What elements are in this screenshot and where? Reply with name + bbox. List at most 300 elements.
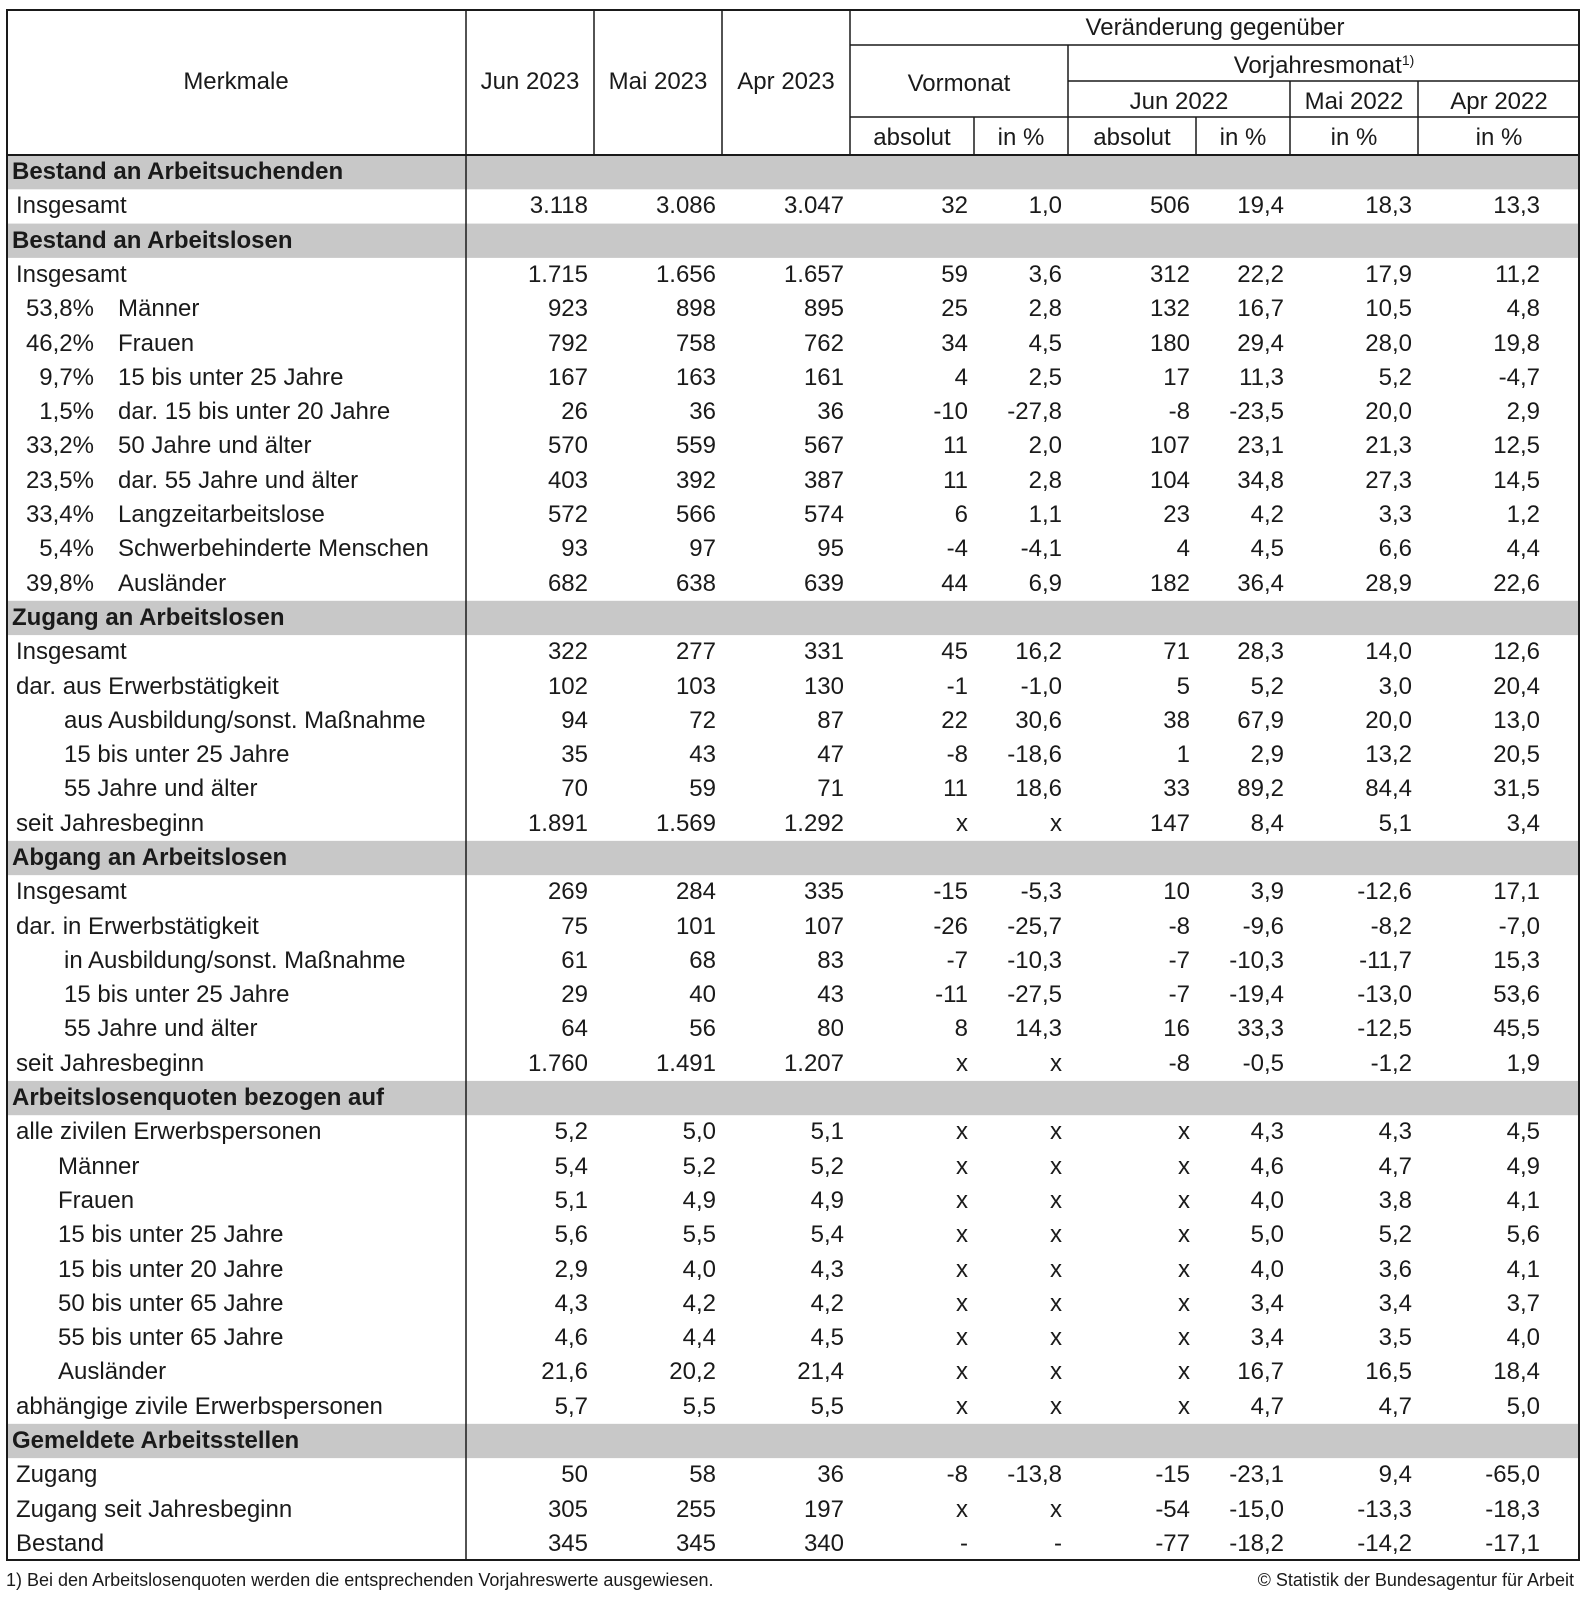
table-cell: 4,1 (1506, 1255, 1540, 1283)
table-cell: 11 (943, 432, 968, 460)
table-cell: 5,6 (1506, 1221, 1540, 1249)
table-cell: 33,3 (1237, 1015, 1284, 1043)
row-label: seit Jahresbeginn (16, 809, 205, 837)
table-cell: 23 (1163, 501, 1190, 529)
table-cell: 80 (817, 1015, 844, 1043)
footnote-marker: 1) (1401, 52, 1415, 68)
share-percent: 39,8% (25, 569, 94, 597)
table-cell: 12,5 (1493, 432, 1540, 460)
table-cell: 59 (689, 775, 716, 803)
table-cell: -4,7 (1498, 363, 1540, 391)
table-cell: x (1050, 809, 1062, 837)
row-label: 50 Jahre und älter (118, 432, 312, 460)
table-cell: - (1054, 1529, 1062, 1557)
table-cell: 6,6 (1378, 535, 1412, 563)
table-cell: 19,8 (1493, 329, 1540, 357)
sub-header: in % (1219, 124, 1267, 151)
table-cell: 3,4 (1378, 1289, 1412, 1317)
table-cell: 5,0 (1506, 1392, 1540, 1420)
table-cell: 4,6 (1250, 1152, 1284, 1180)
table-cell: 147 (1149, 809, 1190, 837)
table-cell: 20,0 (1365, 398, 1412, 426)
table-cell: -8 (946, 1461, 968, 1489)
table-cell: 19,4 (1237, 192, 1284, 220)
row-label: Zugang seit Jahresbeginn (16, 1495, 293, 1523)
row-label: Insgesamt (16, 638, 127, 666)
table-cell: 5,2 (1250, 672, 1284, 700)
table-cell: 4,0 (682, 1255, 716, 1283)
table-cell: 3,7 (1506, 1289, 1540, 1317)
table-cell: 14,0 (1365, 638, 1412, 666)
table-cell: 3.047 (783, 192, 844, 220)
table-cell: 53,6 (1493, 981, 1540, 1009)
table-cell: x (956, 1289, 968, 1317)
table-cell: 163 (675, 363, 716, 391)
table-cell: 2,9 (1506, 398, 1540, 426)
table-cell: -12,6 (1357, 878, 1412, 906)
share-percent: 5,4% (39, 535, 94, 563)
table-cell: 3,9 (1250, 878, 1284, 906)
table-cell: x (956, 1392, 968, 1420)
sub-header: in % (1475, 124, 1523, 151)
table-cell: 4,3 (810, 1255, 844, 1283)
table-cell: -18,2 (1229, 1529, 1284, 1557)
table-cell: 45 (941, 638, 968, 666)
table-cell: x (1178, 1392, 1190, 1420)
row-label: 55 Jahre und älter (64, 775, 258, 803)
table-cell: 132 (1149, 295, 1190, 323)
table-cell: 898 (675, 295, 716, 323)
table-cell: 21,4 (797, 1358, 844, 1386)
table-cell: -54 (1155, 1495, 1190, 1523)
share-percent: 23,5% (25, 466, 94, 494)
change-header: Veränderung gegenüber (1085, 14, 1345, 41)
table-cell: 1.569 (655, 809, 716, 837)
table-cell: -19,4 (1229, 981, 1284, 1009)
table-cell: -13,0 (1357, 981, 1412, 1009)
table-cell: 4,9 (810, 1186, 844, 1214)
table-cell: 16,5 (1365, 1358, 1412, 1386)
table-cell: 18,3 (1365, 192, 1412, 220)
table-cell: 5,0 (682, 1118, 716, 1146)
table-cell: 5,5 (682, 1392, 716, 1420)
share-percent: 9,7% (39, 363, 94, 391)
table-cell: 104 (1149, 466, 1190, 494)
table-cell: 70 (561, 775, 588, 803)
table-cell: x (1178, 1221, 1190, 1249)
share-percent: 46,2% (25, 329, 94, 357)
table-cell: -7 (946, 946, 968, 974)
table-cell: 1,0 (1028, 192, 1062, 220)
row-label: abhängige zivile Erwerbspersonen (16, 1392, 383, 1420)
row-label: seit Jahresbeginn (16, 1049, 205, 1077)
table-cell: 5,5 (810, 1392, 844, 1420)
table-cell: x (1178, 1152, 1190, 1180)
table-cell: 64 (561, 1015, 588, 1043)
table-cell: 16 (1163, 1015, 1190, 1043)
table-cell: x (1178, 1289, 1190, 1317)
table-cell: 36 (689, 398, 716, 426)
table-cell: 28,0 (1365, 329, 1412, 357)
vormonat-header: Vormonat (907, 70, 1011, 97)
table-cell: -8 (1168, 912, 1190, 940)
table-cell: 5,7 (554, 1392, 588, 1420)
table-cell: x (1050, 1324, 1062, 1352)
table-cell: -11 (935, 981, 968, 1009)
table-cell: 1.207 (783, 1049, 844, 1077)
table-cell: 4,2 (682, 1289, 716, 1317)
vj-month-header: Apr 2022 (1450, 88, 1548, 115)
table-cell: -8 (1168, 398, 1190, 426)
table-cell: 1,1 (1028, 501, 1062, 529)
section-title: Abgang an Arbeitslosen (12, 844, 288, 871)
table-cell: 312 (1149, 261, 1190, 289)
table-cell: 4,8 (1506, 295, 1540, 323)
row-label: Ausländer (118, 569, 227, 597)
row-label: 55 Jahre und älter (64, 1015, 258, 1043)
table-cell: 29 (561, 981, 588, 1009)
table-cell: 2,5 (1028, 363, 1062, 391)
table-cell: 130 (803, 672, 844, 700)
table-cell: 87 (817, 706, 844, 734)
table-cell: 895 (803, 295, 844, 323)
row-label: Bestand (16, 1529, 105, 1557)
table-cell: 4,2 (810, 1289, 844, 1317)
table-cell: 43 (689, 741, 716, 769)
table-cell: 506 (1149, 192, 1190, 220)
row-label: Insgesamt (16, 192, 127, 220)
table-cell: 40 (689, 981, 716, 1009)
table-cell: x (1178, 1118, 1190, 1146)
table-cell: -9,6 (1242, 912, 1284, 940)
table-cell: 75 (561, 912, 588, 940)
table-cell: 1.292 (783, 809, 844, 837)
table-cell: 4,3 (554, 1289, 588, 1317)
row-label: dar. in Erwerbstätigkeit (16, 912, 259, 940)
table-cell: 792 (547, 329, 588, 357)
table-cell: x (1050, 1186, 1062, 1214)
table-cell: -18,6 (1007, 741, 1062, 769)
table-cell: -26 (933, 912, 968, 940)
statistics-table (6, 9, 1580, 1561)
sub-header: in % (997, 124, 1045, 151)
table-cell: 3,0 (1378, 672, 1412, 700)
vj-month-header: Jun 2022 (1129, 88, 1229, 115)
table-cell: 4,4 (682, 1324, 716, 1352)
table-cell: 22,2 (1237, 261, 1284, 289)
table-cell: 3,8 (1378, 1186, 1412, 1214)
table-cell: x (956, 1152, 968, 1180)
table-cell: 3,5 (1378, 1324, 1412, 1352)
table-cell: x (1178, 1324, 1190, 1352)
table-cell: 5,5 (682, 1221, 716, 1249)
share-percent: 33,2% (25, 432, 94, 460)
table-cell: 682 (547, 569, 588, 597)
table-cell: 47 (817, 741, 844, 769)
table-cell: -77 (1155, 1529, 1190, 1557)
table-cell: 1.891 (527, 809, 588, 837)
table-cell: 2,0 (1028, 432, 1062, 460)
table-cell: -5,3 (1020, 878, 1062, 906)
section-title: Bestand an Arbeitslosen (12, 226, 293, 254)
table-cell: 4,2 (1250, 501, 1284, 529)
table-cell: 23,1 (1237, 432, 1284, 460)
vj-month-header: Mai 2022 (1304, 88, 1404, 115)
table-cell: -27,5 (1007, 981, 1062, 1009)
row-label: Frauen (58, 1186, 135, 1214)
table-cell: 20,4 (1493, 672, 1540, 700)
table-cell: 16,2 (1015, 638, 1062, 666)
table-cell: 284 (675, 878, 716, 906)
table-cell: 20,2 (669, 1358, 716, 1386)
table-cell: 5,4 (554, 1152, 588, 1180)
row-label: Frauen (118, 329, 195, 357)
table-cell: 4,3 (1250, 1118, 1284, 1146)
table-cell: 14,5 (1493, 466, 1540, 494)
share-percent: 1,5% (39, 398, 94, 426)
vorjahresmonat-header (1068, 49, 1580, 83)
row-label: Schwerbehinderte Menschen (118, 535, 429, 563)
table-cell: 1.491 (655, 1049, 716, 1077)
table-cell: 43 (817, 981, 844, 1009)
table-cell: 566 (675, 501, 716, 529)
row-label: 15 bis unter 25 Jahre (118, 363, 344, 391)
table-cell: -27,8 (1007, 398, 1062, 426)
table-cell: 32 (941, 192, 968, 220)
table-cell: 6,9 (1028, 569, 1062, 597)
table-cell: -8 (1168, 1049, 1190, 1077)
table-cell: 68 (689, 946, 716, 974)
table-cell: 2,9 (554, 1255, 588, 1283)
table-cell: 21,6 (541, 1358, 588, 1386)
table-cell: 34,8 (1237, 466, 1284, 494)
table-cell: 72 (689, 706, 716, 734)
table-cell: 20,0 (1365, 706, 1412, 734)
row-label: Zugang (16, 1461, 98, 1489)
table-cell: 71 (817, 775, 844, 803)
table-cell: -4,1 (1020, 535, 1062, 563)
row-label: alle zivilen Erwerbspersonen (16, 1118, 322, 1146)
row-label: Männer (58, 1152, 140, 1180)
table-cell: 161 (803, 363, 844, 391)
row-label: 50 bis unter 65 Jahre (58, 1289, 284, 1317)
table-cell: -7 (1168, 981, 1190, 1009)
table-cell: x (1050, 1152, 1062, 1180)
table-cell: 3.118 (529, 192, 588, 220)
table-cell: 762 (803, 329, 844, 357)
table-cell: 101 (675, 912, 716, 940)
table-cell: 14,3 (1015, 1015, 1062, 1043)
table-cell: x (956, 1495, 968, 1523)
table-cell: 1 (1176, 741, 1190, 769)
table-cell: 36 (817, 398, 844, 426)
table-cell: -15 (933, 878, 968, 906)
row-label: 15 bis unter 25 Jahre (58, 1221, 284, 1249)
table-cell: 107 (803, 912, 844, 940)
row-label: dar. 55 Jahre und älter (118, 466, 359, 494)
table-cell: 11 (943, 466, 968, 494)
table-cell: 4,7 (1250, 1392, 1284, 1420)
table-cell: 26 (561, 398, 588, 426)
table-cell: 1.656 (655, 261, 716, 289)
table-cell: x (956, 809, 968, 837)
table-cell: -65,0 (1485, 1461, 1540, 1489)
table-cell: 5,2 (682, 1152, 716, 1180)
table-cell: 3,6 (1028, 261, 1062, 289)
table-cell: 567 (803, 432, 844, 460)
table-cell: 4,5 (810, 1324, 844, 1352)
table-cell: 3,3 (1378, 501, 1412, 529)
table-cell: -10,3 (1007, 946, 1062, 974)
table-cell: 180 (1149, 329, 1190, 357)
table-cell: -10 (933, 398, 968, 426)
table-cell: 11,2 (1495, 261, 1540, 289)
row-label: 15 bis unter 20 Jahre (58, 1255, 284, 1283)
table-cell: 923 (547, 295, 588, 323)
table-cell: 255 (675, 1495, 716, 1523)
table-cell: 5,2 (810, 1152, 844, 1180)
table-cell: 5,0 (1250, 1221, 1284, 1249)
month-header: Mai 2023 (608, 68, 708, 95)
table-cell: 4,7 (1378, 1392, 1412, 1420)
table-cell: 345 (547, 1529, 588, 1557)
table-cell: 570 (547, 432, 588, 460)
table-cell: -0,5 (1242, 1049, 1284, 1077)
table-cell: 4,9 (682, 1186, 716, 1214)
table-cell: 574 (803, 501, 844, 529)
table-cell: 392 (675, 466, 716, 494)
table-cell: 3.086 (655, 192, 716, 220)
row-label: Insgesamt (16, 878, 127, 906)
row-label: aus Ausbildung/sonst. Maßnahme (64, 706, 426, 734)
merkmale-header: Merkmale (183, 68, 289, 95)
share-percent: 33,4% (25, 501, 94, 529)
table-cell: x (956, 1358, 968, 1386)
table-cell: 8,4 (1250, 809, 1284, 837)
table-cell: 4,4 (1506, 535, 1540, 563)
row-label: 15 bis unter 25 Jahre (64, 741, 290, 769)
table-cell: 4 (954, 363, 968, 391)
table-cell: 387 (803, 466, 844, 494)
table-cell: 572 (547, 501, 588, 529)
row-label: Ausländer (58, 1358, 167, 1386)
table-cell: 71 (1163, 638, 1190, 666)
table-cell: 84,4 (1365, 775, 1412, 803)
table-cell: -1,2 (1370, 1049, 1412, 1077)
table-cell: x (1178, 1255, 1190, 1283)
table-cell: 4,1 (1506, 1186, 1540, 1214)
table-cell: 2,8 (1028, 295, 1062, 323)
table-cell: x (1050, 1495, 1062, 1523)
table-cell: 2,8 (1028, 466, 1062, 494)
sub-header: in % (1330, 124, 1378, 151)
table-cell: 59 (941, 261, 968, 289)
table-cell: 1,2 (1506, 501, 1540, 529)
table-cell: x (956, 1221, 968, 1249)
table-cell: 638 (675, 569, 716, 597)
table-cell: -15 (1155, 1461, 1190, 1489)
table-cell: -8 (946, 741, 968, 769)
table-cell: -25,7 (1007, 912, 1062, 940)
table-cell: 18,6 (1015, 775, 1062, 803)
table-cell: 28,3 (1237, 638, 1284, 666)
table-cell: 58 (689, 1461, 716, 1489)
table-cell: 182 (1149, 569, 1190, 597)
table-cell: x (1050, 1118, 1062, 1146)
row-label: dar. aus Erwerbstätigkeit (16, 672, 279, 700)
table-cell: 45,5 (1493, 1015, 1540, 1043)
table-cell: 8 (954, 1015, 968, 1043)
table-cell: 67,9 (1237, 706, 1284, 734)
row-label: 55 bis unter 65 Jahre (58, 1324, 284, 1352)
table-cell: 20,5 (1493, 741, 1540, 769)
table-cell: 2,9 (1250, 741, 1284, 769)
table-cell: 94 (561, 706, 588, 734)
table-cell: 97 (689, 535, 716, 563)
table-cell: -11,7 (1359, 946, 1412, 974)
section-title: Zugang an Arbeitslosen (12, 603, 285, 631)
table-cell: 6 (954, 501, 968, 529)
row-label: Insgesamt (16, 261, 127, 289)
table-cell: x (1050, 1221, 1062, 1249)
table-cell: 89,2 (1237, 775, 1284, 803)
table-cell: 3,4 (1250, 1324, 1284, 1352)
footnote: 1) Bei den Arbeitslosenquoten werden die entsprechenden Vorjahreswerte ausgewiesen. (6, 1570, 714, 1590)
table-cell: 34 (941, 329, 968, 357)
table-cell: 13,3 (1493, 192, 1540, 220)
table-cell: 21,3 (1365, 432, 1412, 460)
sub-header: absolut (873, 124, 951, 151)
table-cell: -10,3 (1229, 946, 1284, 974)
table-cell: -7 (1168, 946, 1190, 974)
source-credit: © Statistik der Bundesagentur für Arbeit (1257, 1570, 1574, 1590)
table-cell: 322 (547, 638, 588, 666)
table-cell: 102 (547, 672, 588, 700)
table-cell: 28,9 (1365, 569, 1412, 597)
table-cell: 50 (561, 1461, 588, 1489)
section-title: Gemeldete Arbeitsstellen (12, 1426, 300, 1454)
table-cell: 1.657 (783, 261, 844, 289)
sub-header: absolut (1093, 124, 1171, 151)
table-cell: 103 (675, 672, 716, 700)
table-cell: 4 (1176, 535, 1190, 563)
table-cell: 16,7 (1237, 295, 1284, 323)
table-cell: 5,6 (554, 1221, 588, 1249)
table-cell: x (1050, 1255, 1062, 1283)
table-cell: -18,3 (1485, 1495, 1540, 1523)
table-cell: 335 (803, 878, 844, 906)
table-cell: 56 (689, 1015, 716, 1043)
table-cell: 15,3 (1493, 946, 1540, 974)
table-cell: -8,2 (1370, 912, 1412, 940)
table-cell: x (1178, 1358, 1190, 1386)
table-cell: 44 (941, 569, 968, 597)
table-cell: 36,4 (1237, 569, 1284, 597)
table-cell: x (1050, 1049, 1062, 1077)
table-cell: 61 (561, 946, 588, 974)
table-cell: -7,0 (1498, 912, 1540, 940)
table-cell: 4,5 (1506, 1118, 1540, 1146)
table-cell: 95 (817, 535, 844, 563)
table-cell: 10 (1163, 878, 1190, 906)
table-cell: -4 (946, 535, 968, 563)
table-cell: 3,4 (1250, 1289, 1284, 1317)
table-cell: -23,1 (1229, 1461, 1284, 1489)
table-cell: -1,0 (1020, 672, 1062, 700)
table-cell: 31,5 (1493, 775, 1540, 803)
vorjahresmonat-label: Vorjahresmonat (1233, 52, 1402, 79)
table-cell: 1.760 (527, 1049, 588, 1077)
